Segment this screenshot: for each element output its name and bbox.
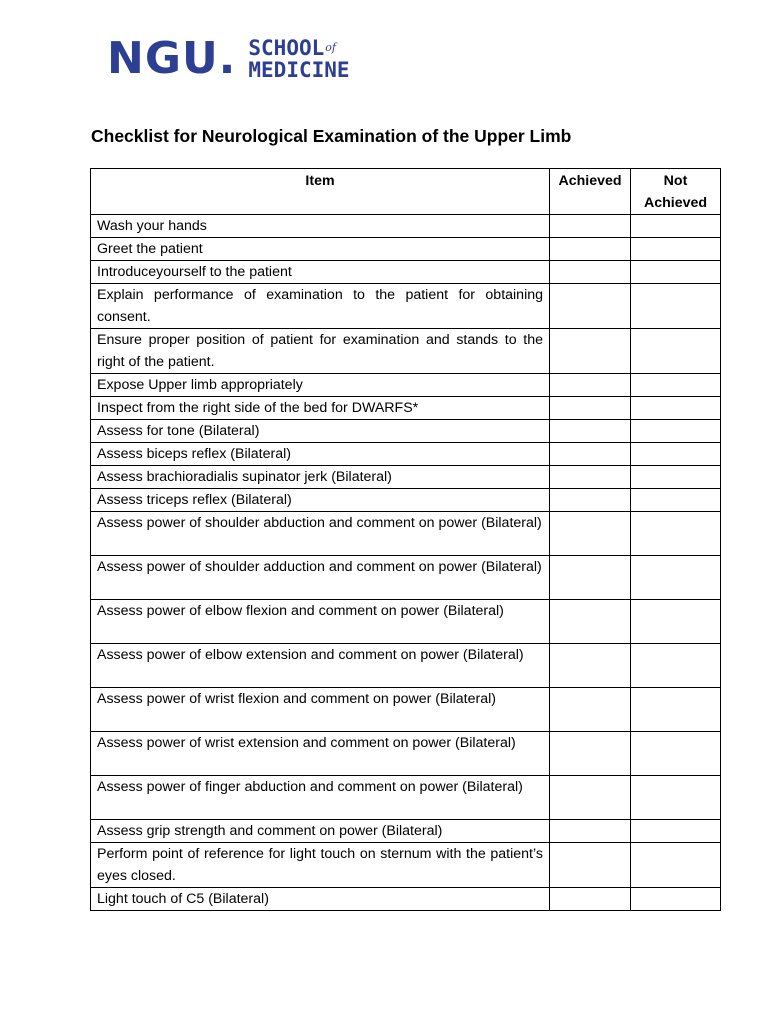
- achieved-cell[interactable]: [550, 600, 631, 644]
- table-row: [91, 443, 721, 466]
- achieved-cell[interactable]: [550, 843, 631, 888]
- achieved-cell[interactable]: [550, 556, 631, 600]
- not-achieved-cell[interactable]: [631, 644, 721, 688]
- achieved-cell[interactable]: [550, 688, 631, 732]
- table-row: [91, 556, 721, 600]
- checklist-item-text: Assess power of elbow extension and comment on power (Bilateral): [91, 644, 550, 688]
- not-achieved-cell[interactable]: [631, 238, 721, 261]
- checklist-item-text: Assess power of wrist flexion and comment on power (Bilateral): [91, 688, 550, 732]
- table-row: [91, 644, 721, 688]
- checklist-item-text: Ensure proper position of patient for examination and stands to the right of the patient.: [91, 329, 550, 374]
- achieved-cell[interactable]: [550, 820, 631, 843]
- table-row: [91, 215, 721, 238]
- logo-of: of: [325, 41, 336, 54]
- achieved-cell[interactable]: [550, 644, 631, 688]
- table-row: [91, 374, 721, 397]
- achieved-cell[interactable]: [550, 888, 631, 911]
- achieved-cell[interactable]: [550, 512, 631, 556]
- table-row: [91, 238, 721, 261]
- not-achieved-cell[interactable]: [631, 556, 721, 600]
- logo-school-of-medicine: [248, 37, 349, 81]
- header-achieved: Achieved: [550, 169, 631, 215]
- checklist-item-text: Assess power of shoulder adduction and comment on power (Bilateral): [91, 556, 550, 600]
- checklist-item-text: Assess power of elbow flexion and comment on power (Bilateral): [91, 600, 550, 644]
- table-row: [91, 420, 721, 443]
- not-achieved-cell[interactable]: [631, 688, 721, 732]
- checklist-item-text: Light touch of C5 (Bilateral): [91, 888, 550, 911]
- achieved-cell[interactable]: [550, 238, 631, 261]
- not-achieved-cell[interactable]: [631, 732, 721, 776]
- not-achieved-cell[interactable]: [631, 329, 721, 374]
- checklist-item-text: Expose Upper limb appropriately: [91, 374, 550, 397]
- not-achieved-cell[interactable]: [631, 443, 721, 466]
- table-row: [91, 512, 721, 556]
- not-achieved-cell[interactable]: [631, 466, 721, 489]
- not-achieved-cell[interactable]: [631, 420, 721, 443]
- header-item: Item: [91, 169, 550, 215]
- not-achieved-cell[interactable]: [631, 843, 721, 888]
- achieved-cell[interactable]: [550, 329, 631, 374]
- not-achieved-cell[interactable]: [631, 600, 721, 644]
- achieved-cell[interactable]: [550, 443, 631, 466]
- table-row: [91, 843, 721, 888]
- checklist-item-text: Assess for tone (Bilateral): [91, 420, 550, 443]
- header-not-achieved: Not Achieved: [631, 169, 721, 215]
- checklist-item-text: Assess biceps reflex (Bilateral): [91, 443, 550, 466]
- checklist-item-text: Perform point of reference for light touch on sternum with the patient’s eyes closed.: [91, 843, 550, 888]
- table-row: [91, 820, 721, 843]
- table-row: [91, 688, 721, 732]
- checklist-item-text: Assess power of shoulder abduction and comment on power (Bilateral): [91, 512, 550, 556]
- achieved-cell[interactable]: [550, 215, 631, 238]
- table-row: [91, 284, 721, 329]
- table-row: [91, 397, 721, 420]
- table-row: [91, 600, 721, 644]
- table-row: [91, 261, 721, 284]
- not-achieved-cell[interactable]: [631, 374, 721, 397]
- achieved-cell[interactable]: [550, 732, 631, 776]
- achieved-cell[interactable]: [550, 374, 631, 397]
- ngu-school-of-medicine-logo: [107, 33, 350, 84]
- checklist-item-text: Assess power of wrist extension and comment on power (Bilateral): [91, 732, 550, 776]
- checklist-item-text: Inspect from the right side of the bed for DWARFS*: [91, 397, 550, 420]
- checklist-table: [90, 168, 721, 911]
- table-row: [91, 489, 721, 512]
- not-achieved-cell[interactable]: [631, 776, 721, 820]
- not-achieved-cell[interactable]: [631, 888, 721, 911]
- checklist-item-text: Explain performance of examination to the patient for obtaining consent.: [91, 284, 550, 329]
- checklist-item-text: Wash your hands: [91, 215, 550, 238]
- not-achieved-cell[interactable]: [631, 512, 721, 556]
- achieved-cell[interactable]: [550, 261, 631, 284]
- checklist-item-text: Assess triceps reflex (Bilateral): [91, 489, 550, 512]
- achieved-cell[interactable]: [550, 776, 631, 820]
- checklist-item-text: Assess brachioradialis supinator jerk (Bilateral): [91, 466, 550, 489]
- not-achieved-cell[interactable]: [631, 215, 721, 238]
- logo-line-school: $SCHOOL^{of}$: [248, 36, 336, 60]
- checklist-item-text: Greet the patient: [91, 238, 550, 261]
- table-header-row: [91, 169, 721, 215]
- achieved-cell[interactable]: [550, 397, 631, 420]
- checklist-item-text: Introduceyourself to the patient: [91, 261, 550, 284]
- table-row: [91, 466, 721, 489]
- achieved-cell[interactable]: [550, 284, 631, 329]
- table-row: [91, 888, 721, 911]
- checklist-item-text: Assess power of finger abduction and comment on power (Bilateral): [91, 776, 550, 820]
- logo-line-medicine: MEDICINE: [248, 58, 350, 82]
- table-row: [91, 732, 721, 776]
- page-title: Checklist for Neurological Examination of the Upper Limb: [91, 126, 572, 146]
- not-achieved-cell[interactable]: [631, 489, 721, 512]
- table-row: [91, 776, 721, 820]
- not-achieved-cell[interactable]: [631, 261, 721, 284]
- not-achieved-cell[interactable]: [631, 820, 721, 843]
- not-achieved-cell[interactable]: [631, 397, 721, 420]
- achieved-cell[interactable]: [550, 420, 631, 443]
- logo-ngu-text: NGU.: [107, 33, 237, 84]
- checklist-item-text: Assess grip strength and comment on power (Bilateral): [91, 820, 550, 843]
- table-row: [91, 329, 721, 374]
- achieved-cell[interactable]: [550, 489, 631, 512]
- not-achieved-cell[interactable]: [631, 284, 721, 329]
- achieved-cell[interactable]: [550, 466, 631, 489]
